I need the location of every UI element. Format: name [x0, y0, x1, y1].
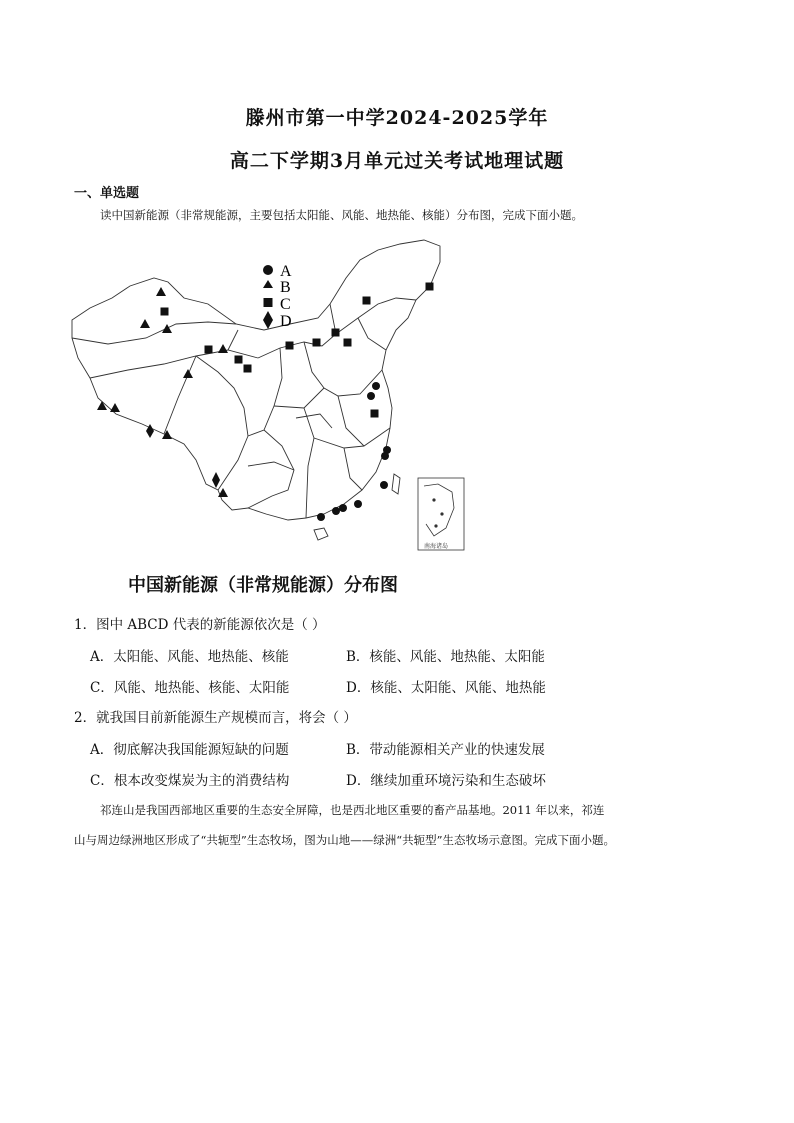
legend-label-c: C — [280, 296, 291, 313]
marker-c — [313, 339, 321, 347]
marker-a — [354, 500, 362, 508]
marker-c — [205, 346, 213, 354]
legend-symbol-d — [263, 311, 273, 329]
marker-a — [380, 481, 388, 489]
marker-c — [244, 365, 252, 373]
hainan-island — [314, 528, 328, 540]
map-legend — [263, 263, 292, 330]
marker-c — [332, 329, 340, 337]
marker-b — [110, 403, 120, 412]
marker-b — [162, 324, 172, 333]
china-outline — [72, 240, 440, 520]
question-2-stem: 2．就我国目前新能源生产规模而言，将会（ ） — [74, 710, 357, 726]
question-1-option-d: D．核能、太阳能、风能、地热能 — [346, 680, 546, 696]
inset-label: 南海诸岛 — [423, 543, 449, 550]
marker-a — [367, 392, 375, 400]
marker-c — [426, 283, 434, 291]
section-title: 一、单选题 — [74, 186, 140, 201]
question-2-option-b: B．带动能源相关产业的快速发展 — [346, 742, 545, 758]
map-caption: 中国新能源（非常规能源）分布图 — [128, 575, 398, 596]
question-2-option-a: A．彻底解决我国能源短缺的问题 — [90, 742, 289, 758]
question-1-option-b: B．核能、风能、地热能、太阳能 — [346, 649, 545, 665]
marker-c — [344, 339, 352, 347]
marker-c — [161, 308, 169, 316]
china-energy-map — [68, 238, 468, 556]
intro-paragraph-2-line-1: 祁连山是我国西部地区重要的生态安全屏障，也是西北地区重要的畜产品基地。2011 年以来，祁连 — [100, 803, 605, 817]
marker-b — [97, 401, 107, 410]
marker-b — [218, 344, 228, 353]
marker-a — [332, 507, 340, 515]
south-china-sea-inset — [418, 478, 464, 550]
legend-label-a: A — [280, 263, 292, 280]
marker-a — [339, 504, 347, 512]
marker-d — [212, 472, 220, 488]
intro-paragraph-1: 读中国新能源（非常规能源，主要包括太阳能、风能、地热能、核能）分布图，完成下面小题。 — [100, 208, 583, 222]
exam-title-line1: 滕州市第一中学2024-2025学年 — [245, 107, 549, 129]
legend-symbol-b — [263, 280, 273, 288]
marker-b — [218, 488, 228, 497]
question-1-option-c: C．风能、地热能、核能、太阳能 — [90, 680, 290, 696]
marker-b — [162, 430, 172, 439]
marker-c — [235, 356, 243, 364]
legend-label-d: D — [280, 313, 292, 330]
marker-c — [286, 342, 294, 350]
question-1-option-a: A．太阳能、风能、地热能、核能 — [90, 649, 289, 665]
intro-paragraph-2-line-2: 山与周边绿洲地区形成了“共轭型”生态牧场，图为山地——绿洲“共轭型”生态牧场示意图。完成下面小题。 — [74, 833, 616, 847]
marker-b — [140, 319, 150, 328]
exam-title-line2: 高二下学期3月单元过关考试地理试题 — [229, 150, 565, 172]
marker-a — [381, 452, 389, 460]
legend-label-b: B — [280, 279, 291, 296]
question-2-option-c: C．根本改变煤炭为主的消费结构 — [90, 773, 290, 789]
question-1-stem: 1．图中 ABCD 代表的新能源依次是（ ） — [74, 617, 326, 633]
legend-symbol-a — [263, 265, 273, 275]
marker-c — [363, 297, 371, 305]
question-2-option-d: D．继续加重环境污染和生态破坏 — [346, 773, 546, 789]
marker-c — [371, 410, 379, 418]
marker-b — [156, 287, 166, 296]
legend-symbol-c — [264, 298, 273, 307]
marker-a — [372, 382, 380, 390]
taiwan-island — [392, 474, 400, 494]
marker-b — [183, 369, 193, 378]
marker-a — [317, 513, 325, 521]
